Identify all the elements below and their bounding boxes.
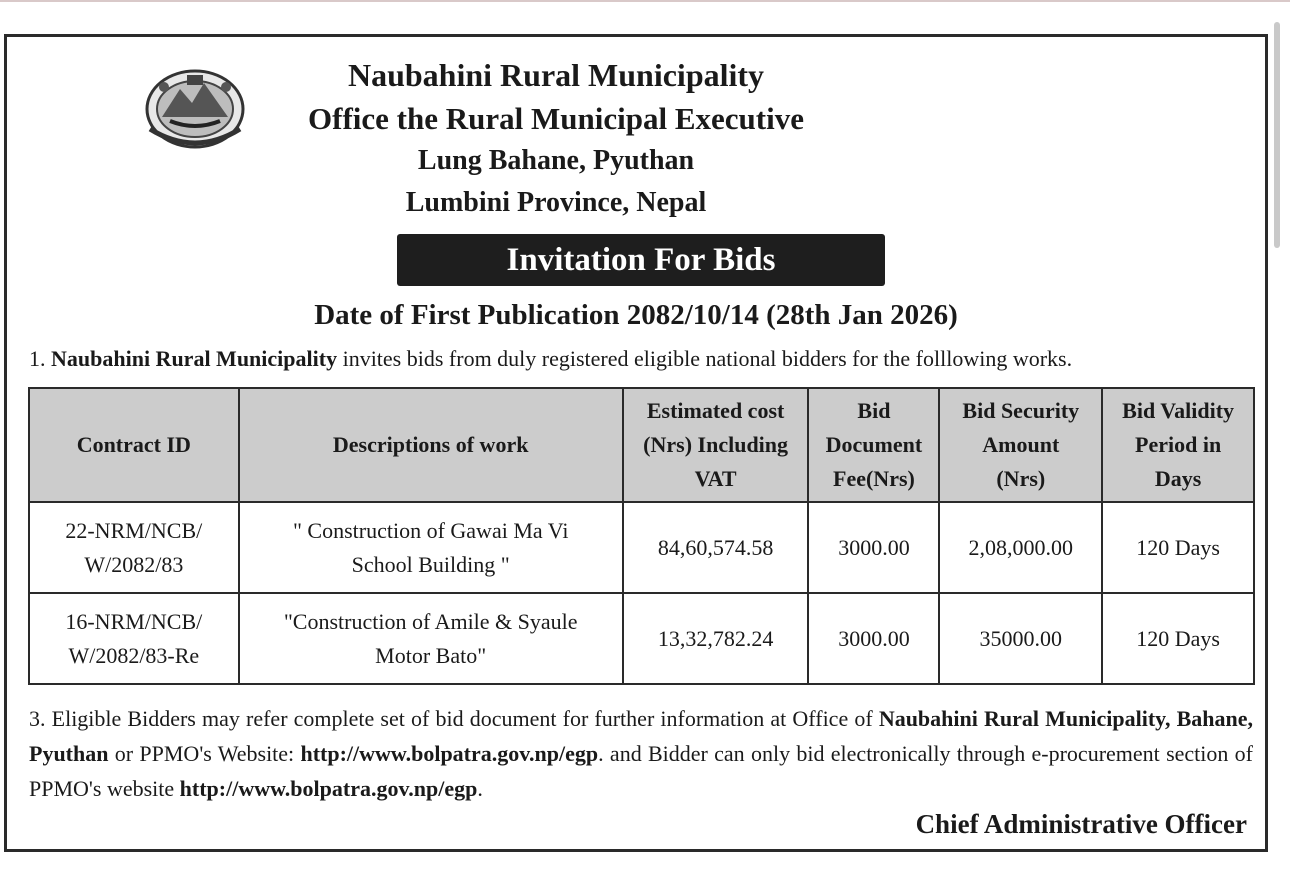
top-divider — [0, 0, 1290, 2]
header-line: Estimated cost — [646, 398, 785, 423]
bid-validity-cell: 120 Days — [1102, 593, 1254, 684]
municipality-name: Naubahini Rural Municipality — [347, 57, 765, 93]
header-document-fee — [808, 388, 939, 502]
contract-id-line: 16-NRM/NCB/ — [65, 608, 203, 634]
office-province: Lumbini Province, Nepal — [405, 187, 707, 218]
signature: Chief Administrative Officer — [915, 809, 1247, 839]
intro-text: invites bids from duly registered eligible national bidders for the folllowing works. — [342, 346, 1073, 371]
description-line: " Construction of Gawai Ma Vi — [292, 517, 569, 543]
header-line: Days — [1154, 466, 1202, 491]
table-row — [29, 502, 1254, 593]
header-line: Fee(Nrs) — [833, 466, 915, 491]
bid-security-cell: 35000.00 — [939, 593, 1102, 684]
bid-notice — [4, 34, 1268, 852]
header-estimated-cost — [623, 388, 809, 502]
header-line: Document — [825, 432, 923, 457]
intro-paragraph — [29, 346, 1072, 372]
note-office-address: Naubahini Rural Municipality, Bahane, Pyuthan — [29, 706, 1253, 766]
publication-date: Date of First Publication 2082/10/14 (28th Jan 2026) — [314, 299, 958, 331]
header-line: (Nrs) Including — [643, 432, 789, 457]
bid-security-cell: 2,08,000.00 — [939, 502, 1102, 593]
header-line: Bid Security — [962, 398, 1080, 423]
estimated-cost-cell: 84,60,574.58 — [623, 502, 809, 593]
description-line: "Construction of Amile & Syaule — [283, 608, 578, 634]
header-bid-security — [939, 388, 1102, 502]
intro-number: 1. — [29, 346, 46, 371]
header-line: Amount — [982, 432, 1060, 457]
note-text: . — [477, 776, 483, 801]
description-line: Motor Bato" — [375, 642, 487, 668]
bid-validity-cell: 120 Days — [1102, 502, 1254, 593]
document-fee-cell: 3000.00 — [808, 593, 939, 684]
scrollbar[interactable] — [1274, 22, 1280, 248]
estimated-cost-cell: 13,32,782.24 — [623, 593, 809, 684]
header-line: Period in — [1135, 432, 1222, 457]
note-text: or PPMO's Website: — [114, 741, 295, 766]
table-header-row — [29, 388, 1254, 502]
contract-id-line: W/2082/83-Re — [68, 642, 200, 668]
bids-table — [28, 387, 1255, 685]
office-name: Office the Rural Municipal Executive — [308, 101, 804, 136]
description-line: School Building " — [351, 551, 510, 577]
header-line: VAT — [694, 466, 737, 491]
description-cell — [239, 593, 623, 684]
notice-title: Invitation For Bids — [397, 234, 885, 286]
header-line: (Nrs) — [996, 466, 1046, 491]
note-text: . and Bidder can only bid electronically through e-procurement section of PPMO's website — [29, 741, 1254, 801]
header-line: Bid Validity — [1122, 398, 1235, 423]
description-cell — [239, 502, 623, 593]
table-row — [29, 593, 1254, 684]
header-description: Descriptions of work — [239, 388, 623, 502]
ppmo-website-link[interactable]: http://www.bolpatra.gov.np/egp — [179, 776, 478, 801]
header-contract-id: Contract ID — [29, 388, 239, 502]
bid-document-note — [29, 701, 1253, 806]
office-location: Lung Bahane, Pyuthan — [417, 145, 695, 176]
ppmo-website-link[interactable]: http://www.bolpatra.gov.np/egp — [300, 741, 599, 766]
contract-id-line: W/2082/83 — [84, 551, 184, 577]
document-fee-cell: 3000.00 — [808, 502, 939, 593]
note-text: 3. Eligible Bidders may refer complete set of bid document for further information at Office of — [29, 706, 873, 731]
contract-id-cell — [29, 502, 239, 593]
contract-id-line: 22-NRM/NCB/ — [65, 517, 203, 543]
header-line: Bid — [857, 398, 891, 423]
contract-id-cell — [29, 593, 239, 684]
intro-org: Naubahini Rural Municipality — [51, 346, 338, 371]
header-bid-validity — [1102, 388, 1254, 502]
